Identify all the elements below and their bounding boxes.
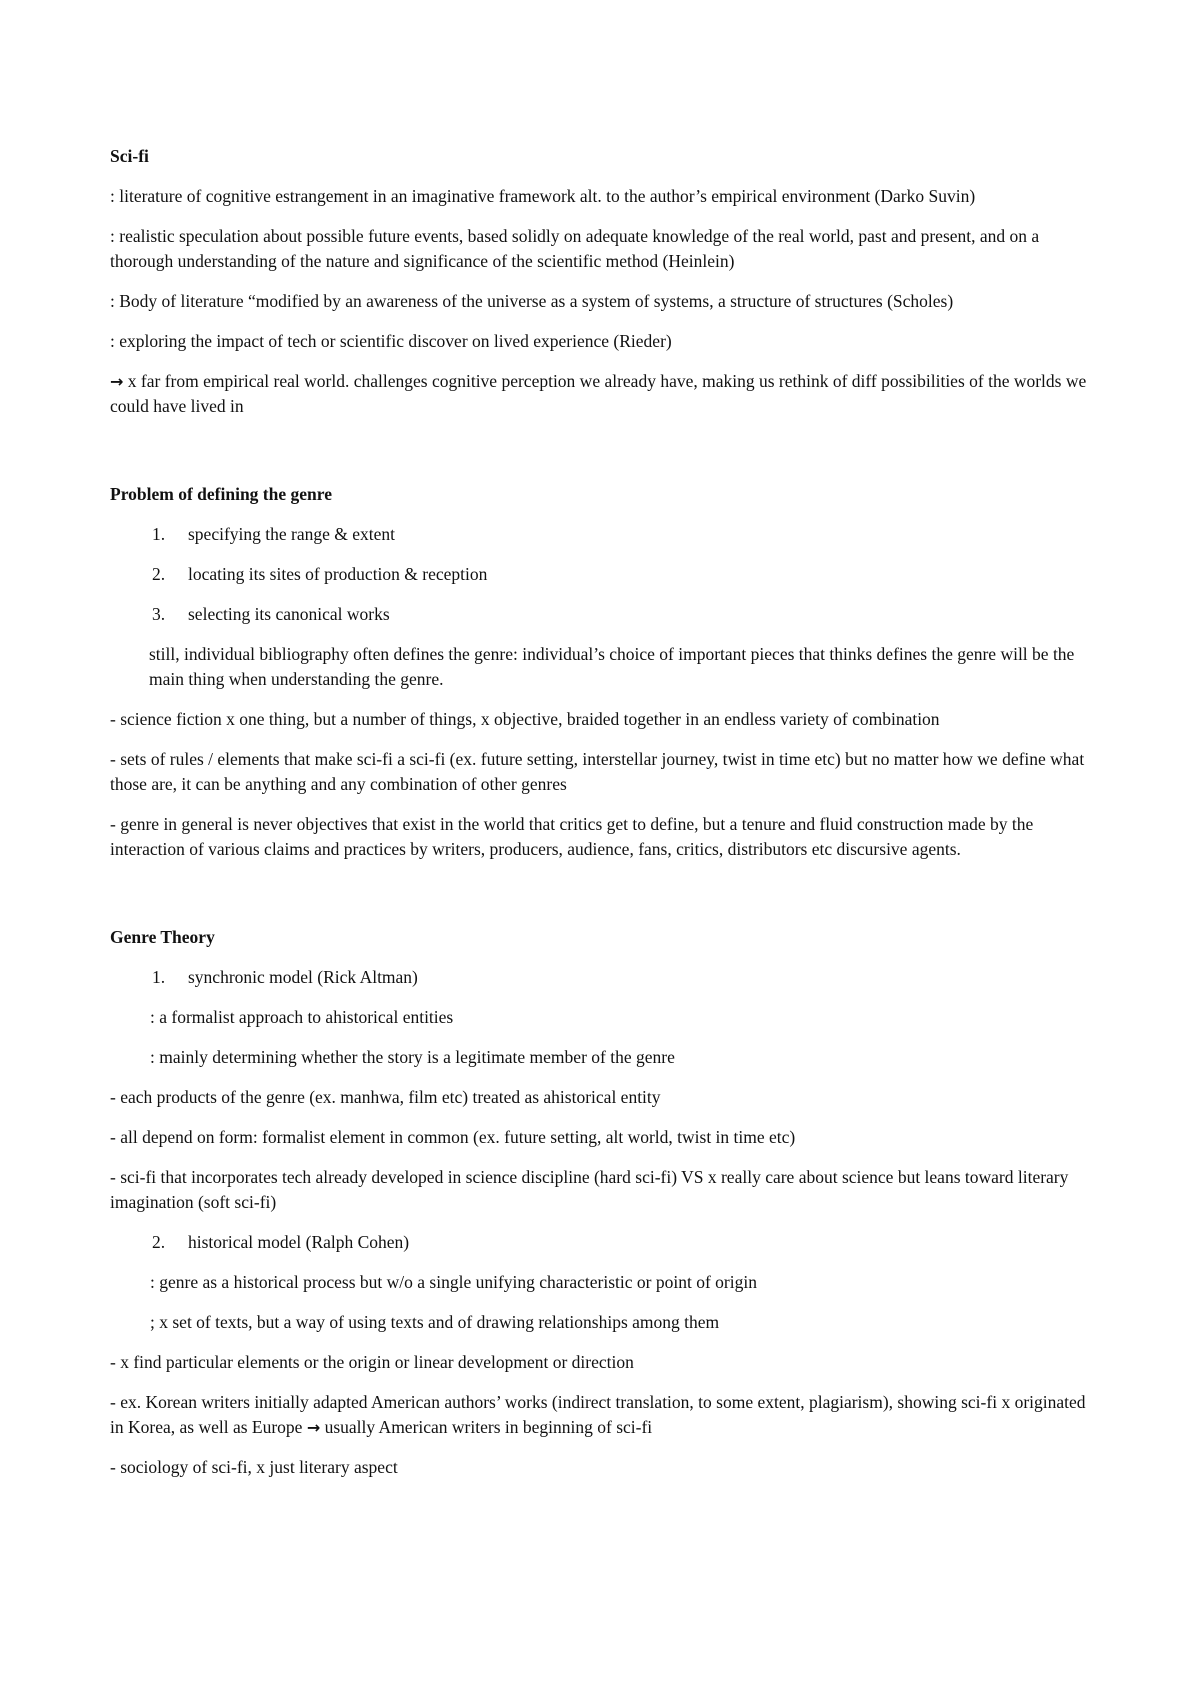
indented-note: : a formalist approach to ahistorical entities [150,1007,454,1027]
list-item [152,522,1100,547]
bullet-text: - ex. Korean writers initially adapted American authors’ works (indirect translation, to some extent, plagiarism), showing sci-fi x originated in Korea, as well as Europe [110,1392,1086,1437]
section-gap [110,434,1100,482]
section-gap [110,877,1100,925]
bullet-paragraph: - sociology of sci-fi, x just literary aspect [110,1457,398,1477]
bullet-paragraph: - sci-fi that incorporates tech already developed in science discipline (hard sci-fi) VS x really care about science but leans toward literary imagination (soft sci-fi) [110,1167,1069,1212]
list-text: locating its sites of production & reception [188,564,488,584]
section-heading-problem: Problem of defining the genre [110,484,332,504]
indented-note: : genre as a historical process but w/o a single unifying characteristic or point of origin [150,1272,757,1292]
list-item [152,965,1100,990]
list-text: selecting its canonical works [188,604,390,624]
section-heading-genre-theory: Genre Theory [110,927,215,947]
right-arrow-icon: → [110,372,124,391]
indented-note: ; x set of texts, but a way of using texts and of drawing relationships among them [150,1312,720,1332]
list-number: 1. [152,524,166,544]
summary-text: x far from empirical real world. challenges cognitive perception we already have, making us rethink of diff possibilities of the worlds we could have lived in [110,371,1087,416]
right-arrow-icon: → [306,1418,321,1437]
list-text: specifying the range & extent [188,524,396,544]
bullet-paragraph: - sets of rules / elements that make sci-fi a sci-fi (ex. future setting, interstellar journey, twist in time etc) but no matter how we define what those are, it can be anything and any combination of other genres [110,749,1085,794]
document-page [110,144,1100,1495]
definition-heinlein: : realistic speculation about possible future events, based solidly on adequate knowledge of the real world, past and present, and on a thorough understanding of the nature and significance of the scientific method (Heinlein) [110,226,1040,271]
bullet-paragraph: - genre in general is never objectives that exist in the world that critics get to define, but a tenure and fluid construction made by the interaction of various claims and practices by writers, producers, audience, fans, critics, distributors etc discursive agents. [110,814,1034,859]
definition-rieder: : exploring the impact of tech or scientific discover on lived experience (Rieder) [110,331,672,351]
bibliography-note: still, individual bibliography often defines the genre: individual’s choice of important pieces that thinks defines the genre will be the main thing when understanding the genre. [149,644,1075,689]
list-number: 3. [152,604,166,624]
list-text: synchronic model (Rick Altman) [188,967,418,987]
list-number: 2. [152,1232,166,1252]
bullet-paragraph [110,1390,1100,1440]
definition-suvin: : literature of cognitive estrangement in an imaginative framework alt. to the author’s empirical environment (Darko Suvin) [110,186,976,206]
list-item [152,562,1100,587]
list-number: 2. [152,564,166,584]
bullet-paragraph: - x find particular elements or the origin or linear development or direction [110,1352,634,1372]
list-item [152,1230,1100,1255]
definition-scholes: : Body of literature “modified by an awareness of the universe as a system of systems, a structure of structures (Scholes) [110,291,954,311]
indented-note: : mainly determining whether the story is a legitimate member of the genre [150,1047,675,1067]
bullet-paragraph: - science fiction x one thing, but a number of things, x objective, braided together in an endless variety of combination [110,709,940,729]
summary-paragraph [110,369,1100,419]
list-item [152,602,1100,627]
list-number: 1. [152,967,166,987]
bullet-paragraph: - all depend on form: formalist element in common (ex. future setting, alt world, twist in time etc) [110,1127,796,1147]
list-text: historical model (Ralph Cohen) [188,1232,410,1252]
bullet-paragraph: - each products of the genre (ex. manhwa, film etc) treated as ahistorical entity [110,1087,661,1107]
bullet-text: usually American writers in beginning of sci-fi [320,1417,653,1437]
section-heading-sci-fi: Sci-fi [110,146,149,166]
